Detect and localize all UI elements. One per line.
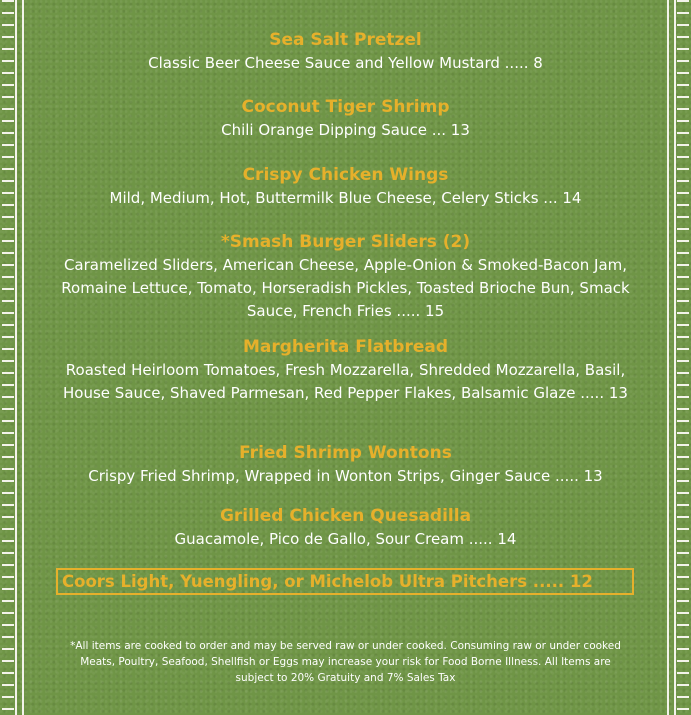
menu-item-name: Fried Shrimp Wontons bbox=[239, 443, 452, 463]
menu-item bbox=[40, 28, 651, 75]
menu-item-name: Sea Salt Pretzel bbox=[269, 30, 422, 50]
menu-item bbox=[40, 335, 651, 405]
pitcher-special-box: Coors Light, Yuengling, or Michelob Ultra Pitchers ..... 12 bbox=[56, 568, 634, 595]
menu-item bbox=[40, 163, 651, 210]
menu-item-description: Roasted Heirloom Tomatoes, Fresh Mozzarella, Shredded Mozzarella, Basil, House Sauce, Shaved Parmesan, Red Pepper Flakes, Balsamic Glaze ..... 13 bbox=[63, 361, 628, 402]
disclaimer-text: *All items are cooked to order and may be served raw or under cooked. Consuming raw or under cooked Meats, Poultry, Seafood, Shellfish or Eggs may increase your risk for Food Borne Illness. All Items are subject to 20% Gratuity and 7% Sales Tax bbox=[70, 640, 621, 684]
menu-item-name: Crispy Chicken Wings bbox=[242, 165, 449, 185]
menu-item-name: *Smash Burger Sliders (2) bbox=[220, 232, 471, 252]
menu-item-description: Caramelized Sliders, American Cheese, Apple-Onion & Smoked-Bacon Jam, Romaine Lettuce, Tomato, Horseradish Pickles, Toasted Brioche Bun, Smack Sauce, French Fries ..... 15 bbox=[61, 256, 630, 320]
menu-item-description: Guacamole, Pico de Gallo, Sour Cream ..... 14 bbox=[174, 530, 517, 548]
menu-item-name: Margherita Flatbread bbox=[242, 337, 449, 357]
field-sideline-right bbox=[674, 0, 676, 715]
field-sideline-right-inner bbox=[667, 0, 669, 715]
menu-item bbox=[40, 230, 651, 323]
menu-item bbox=[40, 504, 651, 551]
field-sideline-left bbox=[15, 0, 17, 715]
menu-item-name: Grilled Chicken Quesadilla bbox=[219, 506, 472, 526]
menu-item bbox=[40, 441, 651, 488]
menu-item-name: Coconut Tiger Shrimp bbox=[241, 97, 450, 117]
field-sideline-left-inner bbox=[22, 0, 24, 715]
menu-item-description: Classic Beer Cheese Sauce and Yellow Mustard ..... 8 bbox=[148, 54, 543, 72]
field-hash-marks-right bbox=[677, 0, 689, 715]
field-hash-marks-left bbox=[2, 0, 14, 715]
menu-item bbox=[40, 95, 651, 142]
menu-item-description: Crispy Fried Shrimp, Wrapped in Wonton Strips, Ginger Sauce ..... 13 bbox=[88, 467, 603, 485]
menu-item-description: Mild, Medium, Hot, Buttermilk Blue Cheese, Celery Sticks ... 14 bbox=[109, 189, 582, 207]
menu-item-description: Chili Orange Dipping Sauce ... 13 bbox=[221, 121, 470, 139]
